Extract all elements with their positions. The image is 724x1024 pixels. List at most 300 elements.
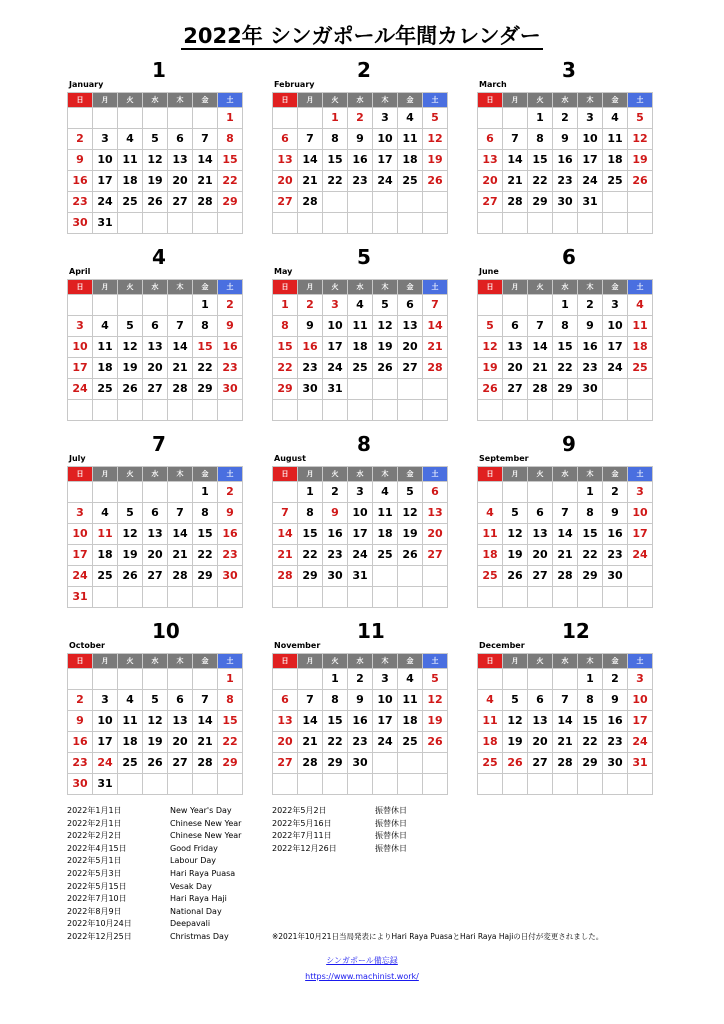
day-cell: 15	[323, 150, 348, 171]
day-cell: 24	[603, 358, 628, 379]
empty-day-cell	[373, 192, 398, 213]
week-row	[478, 669, 653, 690]
day-cell: 15	[218, 150, 243, 171]
day-cell: 19	[118, 358, 143, 379]
day-cell: 15	[273, 337, 298, 358]
weekday-header-row	[478, 467, 653, 482]
week-row	[68, 711, 243, 732]
month-header	[477, 58, 653, 92]
day-cell: 7	[423, 295, 448, 316]
weekday-header: 木	[373, 93, 398, 108]
holiday-entry	[67, 843, 267, 856]
empty-day-cell	[373, 400, 398, 421]
holiday-date: 2022年5月3日	[67, 868, 122, 878]
empty-day-cell	[423, 753, 448, 774]
week-row	[273, 400, 448, 421]
empty-day-cell	[628, 587, 653, 608]
day-cell: 4	[93, 503, 118, 524]
week-row	[68, 108, 243, 129]
day-cell: 11	[373, 503, 398, 524]
empty-day-cell	[323, 192, 348, 213]
empty-day-cell	[193, 774, 218, 795]
week-row	[273, 295, 448, 316]
month-table	[272, 279, 448, 421]
week-row	[273, 150, 448, 171]
empty-day-cell	[628, 774, 653, 795]
day-cell: 28	[553, 753, 578, 774]
day-cell: 4	[478, 690, 503, 711]
day-cell: 22	[578, 545, 603, 566]
day-cell: 9	[348, 690, 373, 711]
day-cell: 9	[218, 316, 243, 337]
empty-day-cell	[93, 587, 118, 608]
empty-day-cell	[218, 400, 243, 421]
day-cell: 2	[553, 108, 578, 129]
day-cell: 13	[528, 524, 553, 545]
day-cell: 23	[218, 358, 243, 379]
empty-day-cell	[143, 295, 168, 316]
month-header	[477, 432, 653, 466]
week-row	[478, 129, 653, 150]
empty-day-cell	[603, 774, 628, 795]
day-cell: 10	[68, 524, 93, 545]
weekday-header: 木	[373, 280, 398, 295]
weekday-header-row	[68, 280, 243, 295]
day-cell: 14	[193, 711, 218, 732]
empty-day-cell	[528, 587, 553, 608]
empty-day-cell	[398, 587, 423, 608]
day-cell: 25	[398, 732, 423, 753]
empty-day-cell	[398, 774, 423, 795]
day-cell: 10	[93, 711, 118, 732]
week-row	[478, 774, 653, 795]
day-cell: 21	[423, 337, 448, 358]
empty-day-cell	[398, 192, 423, 213]
blog-link[interactable]: シンガポール備忘録	[326, 956, 398, 965]
week-row	[68, 213, 243, 234]
day-cell: 17	[68, 545, 93, 566]
holiday-date: 2022年2月1日	[67, 818, 122, 828]
holiday-name: Hari Raya Puasa	[170, 868, 236, 878]
day-cell: 6	[143, 316, 168, 337]
day-cell: 28	[423, 358, 448, 379]
empty-day-cell	[478, 774, 503, 795]
week-row	[68, 566, 243, 587]
weekday-header: 日	[478, 280, 503, 295]
day-cell: 13	[503, 337, 528, 358]
day-cell: 20	[168, 171, 193, 192]
day-cell: 28	[168, 379, 193, 400]
day-cell: 16	[68, 171, 93, 192]
day-cell: 14	[298, 711, 323, 732]
day-cell: 23	[68, 753, 93, 774]
day-cell: 22	[218, 171, 243, 192]
day-cell: 13	[143, 524, 168, 545]
weekday-header: 火	[528, 654, 553, 669]
day-cell: 26	[478, 379, 503, 400]
day-cell: 6	[528, 503, 553, 524]
week-row	[478, 690, 653, 711]
week-row	[273, 774, 448, 795]
empty-day-cell	[373, 566, 398, 587]
empty-day-cell	[168, 587, 193, 608]
month-name: May	[274, 267, 293, 276]
week-row	[68, 295, 243, 316]
holiday-entry	[67, 906, 267, 919]
week-row	[68, 524, 243, 545]
day-cell: 7	[553, 690, 578, 711]
day-cell: 10	[628, 503, 653, 524]
day-cell: 25	[373, 545, 398, 566]
day-cell: 23	[553, 171, 578, 192]
day-cell: 2	[348, 108, 373, 129]
day-cell: 17	[323, 337, 348, 358]
day-cell: 17	[578, 150, 603, 171]
week-row	[273, 545, 448, 566]
day-cell: 28	[298, 753, 323, 774]
day-cell: 3	[373, 669, 398, 690]
day-cell: 26	[628, 171, 653, 192]
day-cell: 6	[168, 129, 193, 150]
empty-day-cell	[348, 400, 373, 421]
day-cell: 20	[398, 337, 423, 358]
empty-day-cell	[423, 587, 448, 608]
day-cell: 29	[578, 753, 603, 774]
day-cell: 17	[603, 337, 628, 358]
empty-day-cell	[553, 669, 578, 690]
weekday-header: 月	[298, 654, 323, 669]
day-cell: 17	[93, 732, 118, 753]
day-cell: 26	[398, 545, 423, 566]
month-header	[272, 432, 448, 466]
week-row	[478, 108, 653, 129]
day-cell: 22	[193, 545, 218, 566]
empty-day-cell	[118, 774, 143, 795]
month-name: October	[69, 641, 105, 650]
week-row	[273, 690, 448, 711]
day-cell: 21	[273, 545, 298, 566]
day-cell: 7	[298, 690, 323, 711]
day-cell: 10	[578, 129, 603, 150]
page-title-text: 2022年 シンガポール年間カレンダー	[183, 24, 541, 48]
day-cell: 3	[93, 690, 118, 711]
holiday-name: Hari Raya Haji	[170, 894, 227, 904]
empty-day-cell	[168, 669, 193, 690]
day-cell: 28	[168, 566, 193, 587]
day-cell: 5	[503, 690, 528, 711]
day-cell: 25	[118, 192, 143, 213]
empty-day-cell	[628, 566, 653, 587]
day-cell: 20	[528, 545, 553, 566]
empty-day-cell	[193, 213, 218, 234]
day-cell: 14	[168, 524, 193, 545]
empty-day-cell	[373, 774, 398, 795]
day-cell: 31	[93, 213, 118, 234]
week-row	[273, 171, 448, 192]
holiday-entry	[67, 830, 267, 843]
weekday-header: 火	[323, 467, 348, 482]
weekday-header-row	[478, 93, 653, 108]
day-cell: 1	[273, 295, 298, 316]
empty-day-cell	[423, 192, 448, 213]
week-row	[478, 503, 653, 524]
empty-day-cell	[478, 213, 503, 234]
day-cell: 2	[298, 295, 323, 316]
day-cell: 2	[323, 482, 348, 503]
day-cell: 27	[143, 566, 168, 587]
weekday-header: 火	[118, 654, 143, 669]
day-cell: 20	[423, 524, 448, 545]
month-name: September	[479, 454, 529, 463]
day-cell: 12	[118, 524, 143, 545]
day-cell: 12	[478, 337, 503, 358]
day-cell: 4	[398, 108, 423, 129]
weekday-header: 水	[348, 280, 373, 295]
day-cell: 23	[348, 732, 373, 753]
day-cell: 14	[528, 337, 553, 358]
empty-day-cell	[348, 379, 373, 400]
day-cell: 3	[628, 482, 653, 503]
holiday-date: 2022年5月1日	[67, 856, 122, 866]
day-cell: 8	[578, 503, 603, 524]
day-cell: 14	[553, 524, 578, 545]
day-cell: 19	[373, 337, 398, 358]
day-cell: 26	[503, 753, 528, 774]
day-cell: 14	[273, 524, 298, 545]
weekday-header: 火	[528, 93, 553, 108]
weekday-header: 日	[478, 467, 503, 482]
day-cell: 11	[93, 337, 118, 358]
empty-day-cell	[373, 587, 398, 608]
weekday-header: 火	[323, 654, 348, 669]
empty-day-cell	[323, 587, 348, 608]
month-name: June	[479, 267, 499, 276]
day-cell: 12	[118, 337, 143, 358]
holiday-entry	[67, 931, 267, 944]
day-cell: 6	[528, 690, 553, 711]
footer	[0, 953, 724, 985]
weekday-header: 土	[628, 93, 653, 108]
week-row	[273, 108, 448, 129]
holiday-entry	[67, 805, 267, 818]
day-cell: 6	[503, 316, 528, 337]
day-cell: 20	[143, 358, 168, 379]
empty-day-cell	[603, 213, 628, 234]
day-cell: 22	[553, 358, 578, 379]
day-cell: 9	[348, 129, 373, 150]
weekday-header: 土	[423, 93, 448, 108]
month-number: 5	[357, 245, 371, 269]
day-cell: 17	[93, 171, 118, 192]
day-cell: 23	[348, 171, 373, 192]
day-cell: 27	[398, 358, 423, 379]
empty-day-cell	[93, 400, 118, 421]
weekday-header: 日	[68, 280, 93, 295]
day-cell: 24	[628, 732, 653, 753]
day-cell: 19	[143, 732, 168, 753]
weekday-header: 月	[93, 280, 118, 295]
day-cell: 7	[193, 690, 218, 711]
month-header	[272, 58, 448, 92]
weekday-header: 水	[348, 467, 373, 482]
empty-day-cell	[398, 400, 423, 421]
day-cell: 9	[68, 711, 93, 732]
day-cell: 3	[323, 295, 348, 316]
month-header	[67, 619, 243, 653]
empty-day-cell	[553, 482, 578, 503]
day-cell: 13	[478, 150, 503, 171]
month-number: 12	[562, 619, 590, 643]
week-row	[68, 503, 243, 524]
day-cell: 27	[528, 753, 553, 774]
empty-day-cell	[528, 669, 553, 690]
day-cell: 10	[373, 690, 398, 711]
day-cell: 9	[218, 503, 243, 524]
weekday-header: 火	[118, 280, 143, 295]
week-row	[273, 524, 448, 545]
empty-day-cell	[578, 587, 603, 608]
holiday-entry	[67, 918, 267, 931]
month-name: March	[479, 80, 507, 89]
day-cell: 29	[298, 566, 323, 587]
holiday-name: New Year's Day	[170, 806, 232, 815]
day-cell: 19	[398, 524, 423, 545]
month-header	[67, 245, 243, 279]
weekday-header-row	[273, 467, 448, 482]
day-cell: 8	[218, 690, 243, 711]
holiday-list	[67, 805, 267, 944]
day-cell: 9	[603, 690, 628, 711]
week-row	[478, 482, 653, 503]
substitute-holiday-name: 振替休日	[375, 843, 407, 853]
day-cell: 16	[298, 337, 323, 358]
weekday-header: 日	[273, 280, 298, 295]
day-cell: 27	[143, 379, 168, 400]
empty-day-cell	[478, 400, 503, 421]
empty-day-cell	[553, 587, 578, 608]
day-cell: 11	[348, 316, 373, 337]
weekday-header-row	[68, 93, 243, 108]
day-cell: 27	[478, 192, 503, 213]
empty-day-cell	[273, 213, 298, 234]
week-row	[478, 337, 653, 358]
weekday-header-row	[68, 654, 243, 669]
day-cell: 20	[273, 171, 298, 192]
month-name: April	[69, 267, 91, 276]
weekday-header-row	[273, 93, 448, 108]
day-cell: 22	[323, 171, 348, 192]
empty-day-cell	[143, 669, 168, 690]
week-row	[68, 753, 243, 774]
holiday-name: Labour Day	[170, 856, 217, 866]
day-cell: 18	[398, 711, 423, 732]
month-table	[477, 92, 653, 234]
site-url-link[interactable]: https://www.machinist.work/	[305, 972, 419, 981]
day-cell: 11	[603, 129, 628, 150]
weekday-header: 水	[553, 280, 578, 295]
week-row	[273, 566, 448, 587]
month-table	[272, 466, 448, 608]
month-table	[272, 92, 448, 234]
day-cell: 12	[373, 316, 398, 337]
day-cell: 13	[398, 316, 423, 337]
weekday-header: 木	[373, 654, 398, 669]
day-cell: 11	[118, 150, 143, 171]
day-cell: 9	[578, 316, 603, 337]
day-cell: 15	[193, 524, 218, 545]
empty-day-cell	[503, 482, 528, 503]
day-cell: 19	[503, 732, 528, 753]
day-cell: 8	[218, 129, 243, 150]
day-cell: 8	[323, 690, 348, 711]
week-row	[273, 213, 448, 234]
day-cell: 31	[628, 753, 653, 774]
month-number: 8	[357, 432, 371, 456]
holiday-entry	[67, 818, 267, 831]
day-cell: 4	[118, 129, 143, 150]
month-table	[67, 279, 243, 421]
day-cell: 25	[93, 379, 118, 400]
empty-day-cell	[503, 400, 528, 421]
holiday-entry	[67, 893, 267, 906]
day-cell: 3	[603, 295, 628, 316]
empty-day-cell	[68, 295, 93, 316]
empty-day-cell	[118, 587, 143, 608]
week-row	[68, 171, 243, 192]
empty-day-cell	[423, 400, 448, 421]
day-cell: 4	[478, 503, 503, 524]
weekday-header: 月	[503, 93, 528, 108]
week-row	[68, 150, 243, 171]
month-number: 4	[152, 245, 166, 269]
day-cell: 12	[628, 129, 653, 150]
empty-day-cell	[298, 669, 323, 690]
month-table	[477, 466, 653, 608]
holiday-entry	[67, 868, 267, 881]
day-cell: 30	[298, 379, 323, 400]
day-cell: 25	[93, 566, 118, 587]
day-cell: 13	[528, 711, 553, 732]
empty-day-cell	[373, 213, 398, 234]
empty-day-cell	[93, 108, 118, 129]
month-calendar-6	[477, 245, 653, 421]
month-number: 6	[562, 245, 576, 269]
day-cell: 2	[68, 129, 93, 150]
empty-day-cell	[298, 108, 323, 129]
weekday-header-row	[273, 280, 448, 295]
day-cell: 12	[143, 711, 168, 732]
week-row	[478, 711, 653, 732]
day-cell: 30	[578, 379, 603, 400]
weekday-header: 木	[168, 467, 193, 482]
empty-day-cell	[298, 774, 323, 795]
day-cell: 31	[93, 774, 118, 795]
day-cell: 1	[193, 295, 218, 316]
empty-day-cell	[478, 587, 503, 608]
day-cell: 7	[273, 503, 298, 524]
weekday-header: 金	[193, 467, 218, 482]
weekday-header: 土	[423, 280, 448, 295]
substitute-holiday-date: 2022年7月11日	[272, 831, 332, 841]
empty-day-cell	[603, 379, 628, 400]
day-cell: 19	[118, 545, 143, 566]
weekday-header: 土	[218, 93, 243, 108]
day-cell: 11	[478, 524, 503, 545]
empty-day-cell	[143, 774, 168, 795]
day-cell: 23	[218, 545, 243, 566]
month-table	[477, 279, 653, 421]
week-row	[68, 400, 243, 421]
